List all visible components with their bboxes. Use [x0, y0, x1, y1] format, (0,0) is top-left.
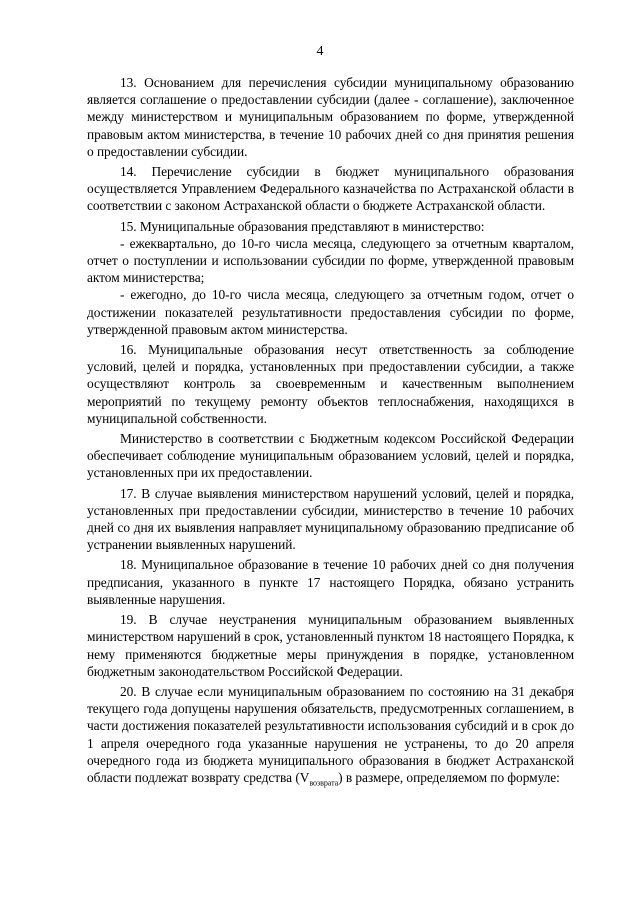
paragraph-14: 14. Перечисление субсидии в бюджет муниципального образования осуществляется Управлением Федерального казначейства по Астраханской области в соответствии с законом Астраханской области о бюджете Астраханской области. [87, 164, 574, 214]
paragraph-18: 18. Муниципальное образование в течение 10 рабочих дней со дня получения предписания, указанного в пункте 17 настоящего Порядка, обязано устранить выявленные нарушения. [87, 557, 574, 607]
paragraph-15-quarterly: - ежеквартально, до 10-го числа месяца, следующего за отчетным кварталом, отчет о поступлении и использовании субсидии по форме, утвержденной правовым актом министерства; [87, 235, 574, 286]
paragraph-17: 17. В случае выявления министерством нарушений условий, целей и порядка, установленных при предоставлении субсидии, министерство в течение 10 рабочих дней со дня их выявления направляет муниципальному образованию предписание об устранении выявленных нарушений. [87, 485, 574, 553]
page-number: 4 [316, 44, 324, 59]
paragraph-13: 13. Основанием для перечисления субсидии муниципальному образованию является соглашение о предоставлении субсидии (далее - соглашение), заключенное между министерством и муниципальным образованием по форме, утвержденной правовым актом министерства, в течение 10 рабочих дней со дня принятия решения о предоставлении субсидии. [87, 75, 574, 159]
paragraph-15-annual: - ежегодно, до 10-го числа месяца, следующего за отчетным годом, отчет о достижении показателей результативности предоставления субсидии по форме, утвержденной правовым актом министерства. [87, 287, 574, 337]
document-body [87, 74, 574, 786]
paragraph-19: 19. В случае неустранения муниципальным образованием выявленных министерством нарушений в срок, установленный пунктом 18 настоящего Порядка, к нему применяются бюджетные меры принуждения в порядке, установленном бюджетным законодательством Российской Федерации. [87, 612, 574, 679]
paragraph-20 [87, 683, 574, 786]
paragraph-15: 15. Муниципальные образования представляют в министерство: [120, 218, 485, 234]
paragraph-20-tail: ) в размере, определяемом по формуле: [338, 769, 560, 785]
paragraph-16-ministry: Министерство в соответствии с Бюджетным кодексом Российской Федерации обеспечивает соблюдение муниципальным образованием условий, целей и порядка, установленных при их предоставлении. [87, 431, 574, 481]
paragraph-16: 16. Муниципальные образования несут ответственность за соблюдение условий, целей и порядка, установленных при предоставлении субсидии, а также осуществляют контроль за своевременным и качественным выполнением мероприятий по текущему ремонту объектов теплоснабжения, находящихся в муниципальной собственности. [87, 342, 574, 426]
subscript-vozvrata: возврата [309, 778, 339, 788]
paragraph-20-text: 20. В случае если муниципальным образованием по состоянию на 31 декабря текущего года допущены нарушения обязательств, предусмотренных соглашением, в части достижения показателей результативности использования субсидий и в срок до 1 апреля очередного года указанные нарушения не устранены, то до 20 апреля очередного года из бюджета муниципального образования в бюджет Астраханской области подлежат возврату средства (V [87, 683, 574, 785]
